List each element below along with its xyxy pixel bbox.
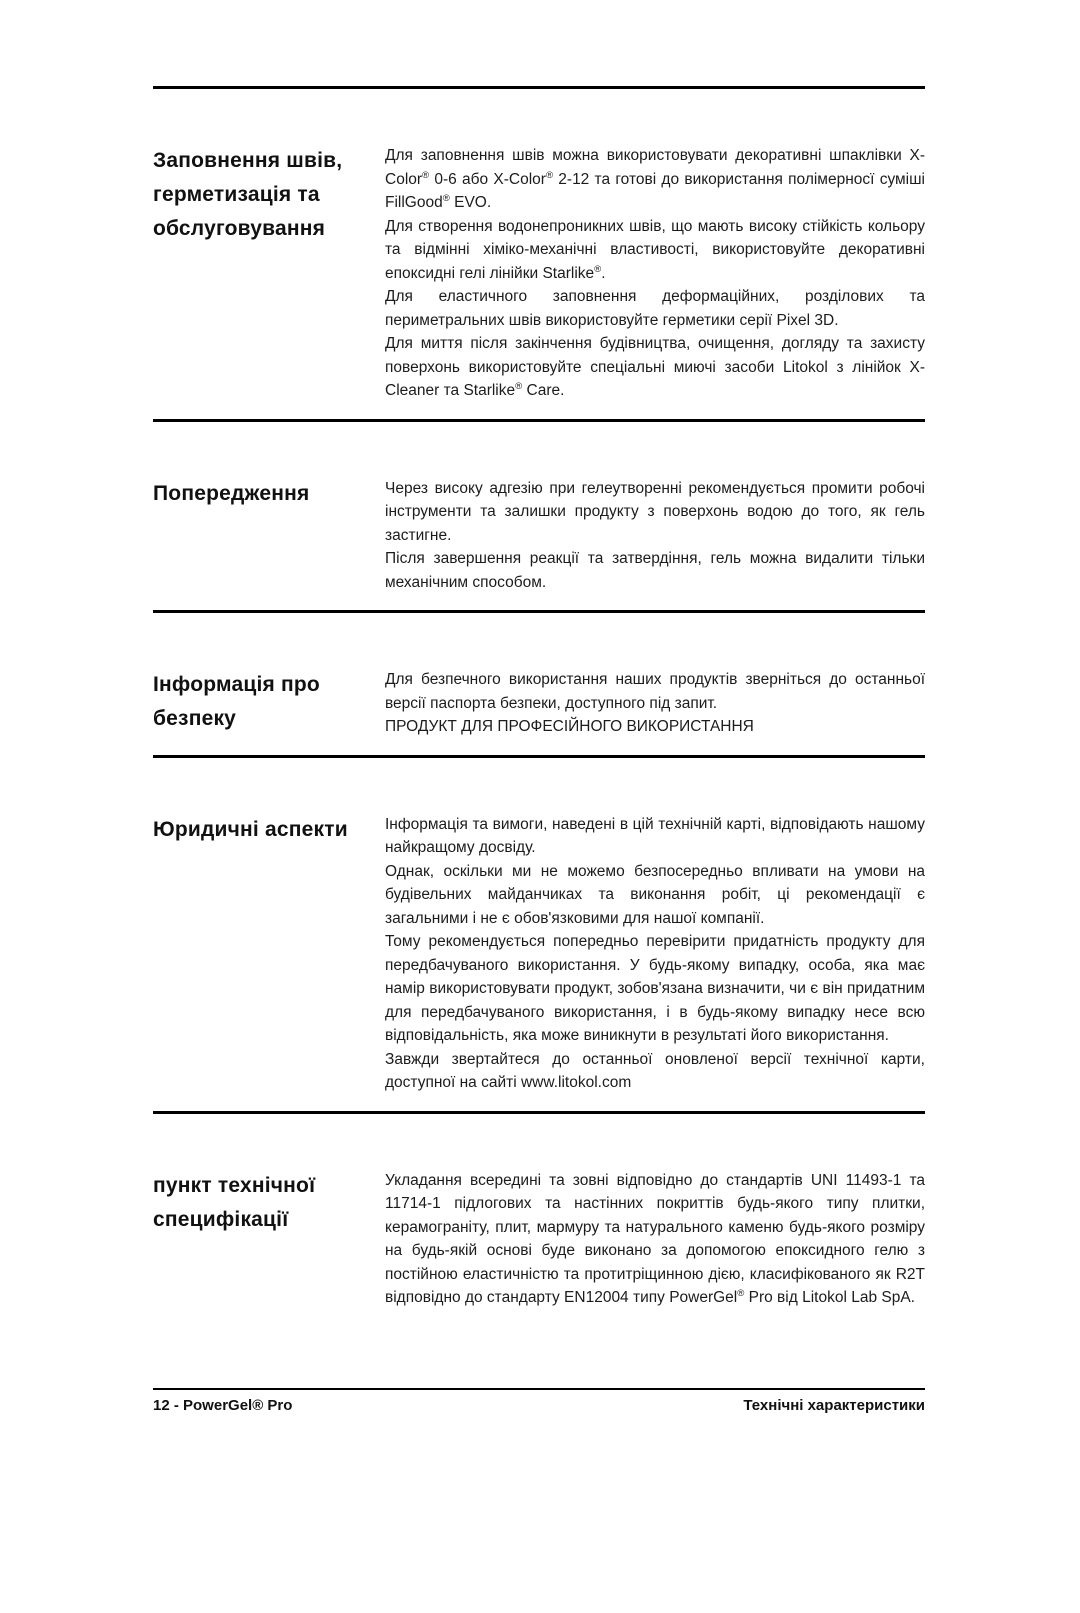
body-paragraph: Інформація та вимоги, наведені в цій технічній карті, відповідають нашому найкращому досвіду. bbox=[385, 815, 925, 856]
section-safety-information bbox=[153, 613, 925, 758]
body-paragraph: Завжди звертайтеся до останньої оновленої версії технічної карти, доступної на сайті www.litokol.com bbox=[385, 1050, 925, 1091]
section-body bbox=[385, 477, 925, 595]
body-paragraph: Тому рекомендується попередньо перевірити придатність продукту для передбачуваного використання. У будь-якому випадку, особа, яка має намір використовувати продукт, зобов'язана визначити, чи є він придатним для передбачуваного використання, і в будь-якому випадку несе всю відповідальність, яка може виникнути в результаті його використання. bbox=[385, 933, 925, 1044]
section-joint-filling bbox=[153, 89, 925, 422]
page-footer bbox=[153, 1388, 925, 1414]
body-paragraph: ПРОДУКТ ДЛЯ ПРОФЕСІЙНОГО ВИКОРИСТАННЯ bbox=[385, 718, 754, 735]
body-paragraph: Для заповнення швів можна використовувати декоративні шпаклівки X-Color® 0-6 або X-Color® 2-12 та готові до використання полімерносї суміші FillGood® EVO. bbox=[385, 147, 925, 211]
section-heading: Інформація про безпеку bbox=[153, 673, 320, 730]
body-paragraph: Для еластичного заповнення деформаційних, розділових та периметральних швів використовуйте герметики серії Pixel 3D. bbox=[385, 288, 925, 329]
registered-trademark-symbol: ® bbox=[515, 380, 523, 392]
body-paragraph: Однак, оскільки ми не можемо безпосередньо впливати на умови на будівельних майданчиках та виконання робіт, ці рекомендації є загальними і не є обов'язковими для нашої компанії. bbox=[385, 862, 925, 927]
registered-trademark-symbol: ® bbox=[594, 263, 602, 275]
registered-trademark-symbol: ® bbox=[545, 169, 554, 181]
registered-trademark-symbol: ® bbox=[442, 192, 450, 204]
section-heading: Юридичні аспекти bbox=[153, 817, 348, 841]
body-paragraph: Для миття після закінчення будівництва, очищення, догляду та захисту поверхонь використовуйте спеціальні миючі засоби Litokol з лінійок X-Cleaner та Starlike® Care. bbox=[385, 335, 925, 399]
body-paragraph: Для створення водонепроникних швів, що мають високу стійкість кольору та відмінні хіміко-механічні властивості, використовуйте декоративні епоксидні гелі лінійки Starlike®. bbox=[385, 217, 925, 282]
section-heading: Заповнення швів, герметизація та обслуговування bbox=[153, 149, 343, 240]
section-technical-specification bbox=[153, 1114, 925, 1326]
footer-page-number: 12 - PowerGel® Pro bbox=[153, 1396, 293, 1414]
section-heading: Попередження bbox=[153, 481, 310, 505]
body-paragraph: Укладання всередині та зовні відповідно до стандартів UNI 11493-1 та 11714-1 підлогових та настінних покриттів будь-якого типу плитки, керамограніту, плит, мармуру та натурального каменю будь-якого розміру на будь-якій основі буде виконано за допомогою епоксидного гелю з постійною еластичністю та протитріщинною дією, класифікованого як R2T відповідно до стандарту EN12004 типу PowerGel® Pro від Litokol Lab SpA. bbox=[385, 1171, 925, 1306]
body-paragraph: Через високу адгезію при гелеутворенні рекомендується промити робочі інструменти та залишки продукту з поверхонь водою до того, як гель застигне. bbox=[385, 479, 925, 544]
registered-trademark-symbol: ® bbox=[737, 1287, 745, 1299]
body-paragraph: Після завершення реакції та затвердіння, гель можна видалити тільки механічним способом. bbox=[385, 550, 925, 591]
section-legal-aspects bbox=[153, 758, 925, 1114]
section-body bbox=[385, 813, 925, 1095]
section-warnings bbox=[153, 422, 925, 614]
registered-trademark-symbol: ® bbox=[422, 169, 430, 181]
section-body bbox=[385, 668, 925, 739]
section-body bbox=[385, 144, 925, 403]
section-body bbox=[385, 1169, 925, 1310]
body-paragraph: Для безпечного використання наших продуктів зверніться до останньої версії паспорта безпеки, доступного під запит. bbox=[385, 671, 925, 712]
section-heading: пункт технічної специфікації bbox=[153, 1173, 316, 1231]
footer-section-title: Технічні характеристики bbox=[743, 1396, 925, 1414]
document-page bbox=[0, 86, 1080, 1613]
